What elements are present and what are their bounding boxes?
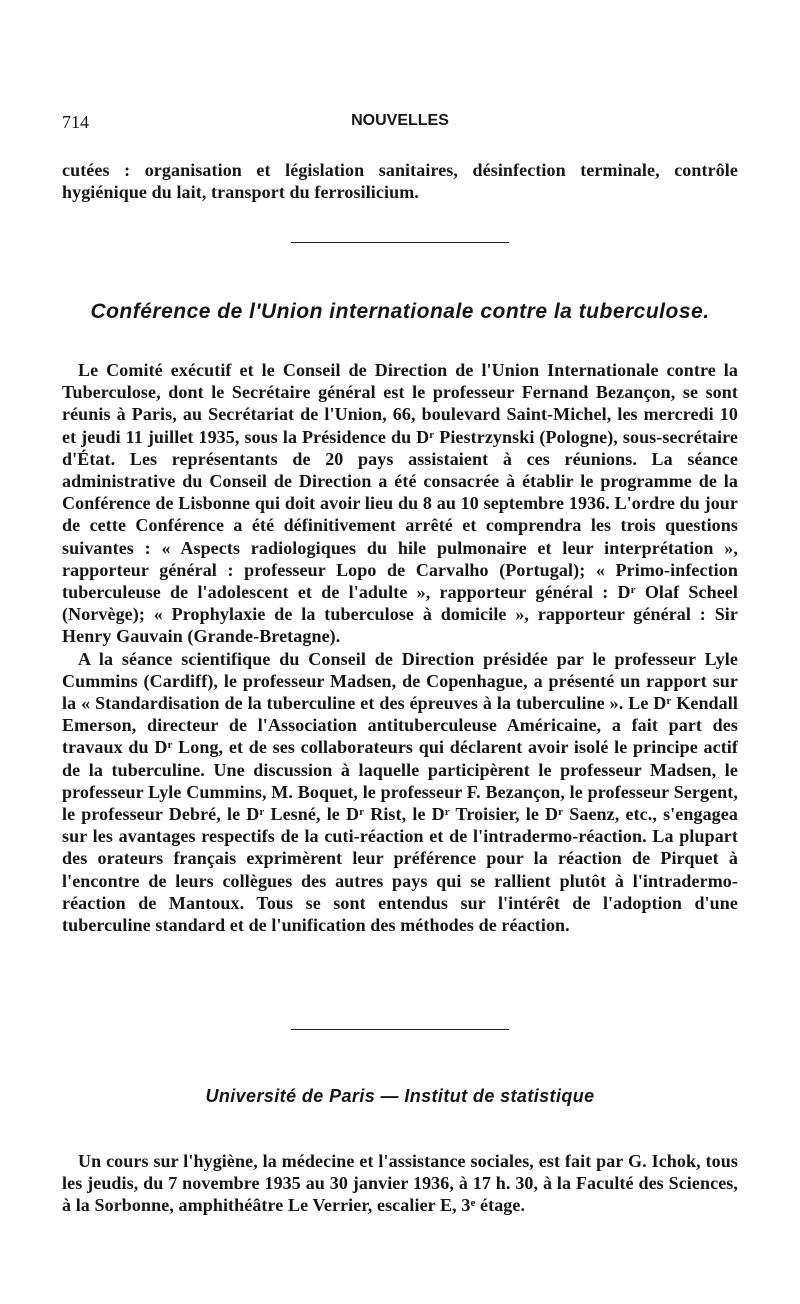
paris-section-body <box>62 1150 738 1217</box>
union-section-body <box>62 359 738 936</box>
paris-paragraph: Un cours sur l'hygiène, la médecine et l'assistance sociales, est fait par G. Ichok, tous les jeudis, du 7 novembre 1935 au 30 janvier 1936, à 17 h. 30, à la Faculté des Sciences, à la Sorbonne, amphithéâtre Le Verrier, escalier E, 3e étage. <box>62 1151 738 1216</box>
page-number: 714 <box>62 112 89 132</box>
union-paragraph-2: A la séance scientifique du Conseil de Direction présidée par le professeur Lyle Cummins (Cardiff), le professeur Madsen, de Copenhague, a présenté un rapport sur la « Standardisation de la tuberculine et des épreuves à la tuberculine ». Le $D^r$ Kendall Emerson, directeur de l'Association antituberculeuse Américaine, a fait part des travaux du $D^r$ Long, et de ses collaborateurs qui déclarent avoir isolé le principe actif de la tuberculine. Une discussion à laquelle participèrent le professeur Madsen, le professeur Lyle Cummins, M. Boquet, le professeur F. Bezançon, le professeur Sergent, le professeur Debré, le $D^r$ Lesné, le $D^r$ Rist, le $D^r$ Troisier, le $D^r$ Saenz, etc., s'engagea sur les avantages respectifs de la cuti-réaction et de l'intradermo-réaction. La plupart des orateurs français exprimèrent leur préférence pour la réaction de Pirquet à l'encontre de leurs collègues des autres pays qui se rallient plutôt à l'intradermo-réaction de Mantoux. Tous se sont entendus sur l'intérêt de l'adoption d'une tuberculine standard et de l'unification des méthodes de réaction. <box>62 648 739 936</box>
intro-continuation <box>62 159 738 203</box>
union-section-title: Conférence de l'Union internationale contre la tuberculose. <box>90 300 710 323</box>
running-head: NOUVELLES <box>351 112 449 129</box>
section-divider-2 <box>291 1029 509 1030</box>
page-header <box>62 112 738 138</box>
union-paragraph-1: Le Comité exécutif et le Conseil de Direction de l'Union Internationale contre la Tuberculose, dont le Secrétaire général est le professeur Fernand Bezançon, se sont réunis à Paris, au Secrétariat de l'Union, 66, boulevard Saint-Michel, les mercredi 10 et jeudi 11 juillet 1935, sous la Présidence du $D^r$ Piestrzynski (Pologne), sous-secrétaire d'État. Les représentants de 20 pays assistaient à ces réunions. La séance administrative du Conseil de Direction a été consacrée à établir le programme de la Conférence de Lisbonne qui doit avoir lieu du 8 au 10 septembre 1936. L'ordre du jour de cette Conférence a été définitivement arrêté et comprendra les trois questions suivantes : « Aspects radiologiques du hile pulmonaire et leur interprétation », rapporteur général : professeur Lopo de Carvalho (Portugal); « Primo-infection tuberculeuse de l'adolescent et de l'adulte », rapporteur général : $D^r$ Olaf Scheel (Norvège); « Prophylaxie de la tuberculose à domicile », rapporteur général : Sir Henry Gauvain (Grande-Bretagne). <box>62 360 739 647</box>
section-divider-1 <box>291 242 509 243</box>
paris-section-title: Université de Paris — Institut de statistique <box>205 1086 595 1106</box>
intro-paragraph: cutées : organisation et législation sanitaires, désinfection terminale, contrôle hygiénique du lait, transport du ferrosilicium. <box>62 160 738 203</box>
